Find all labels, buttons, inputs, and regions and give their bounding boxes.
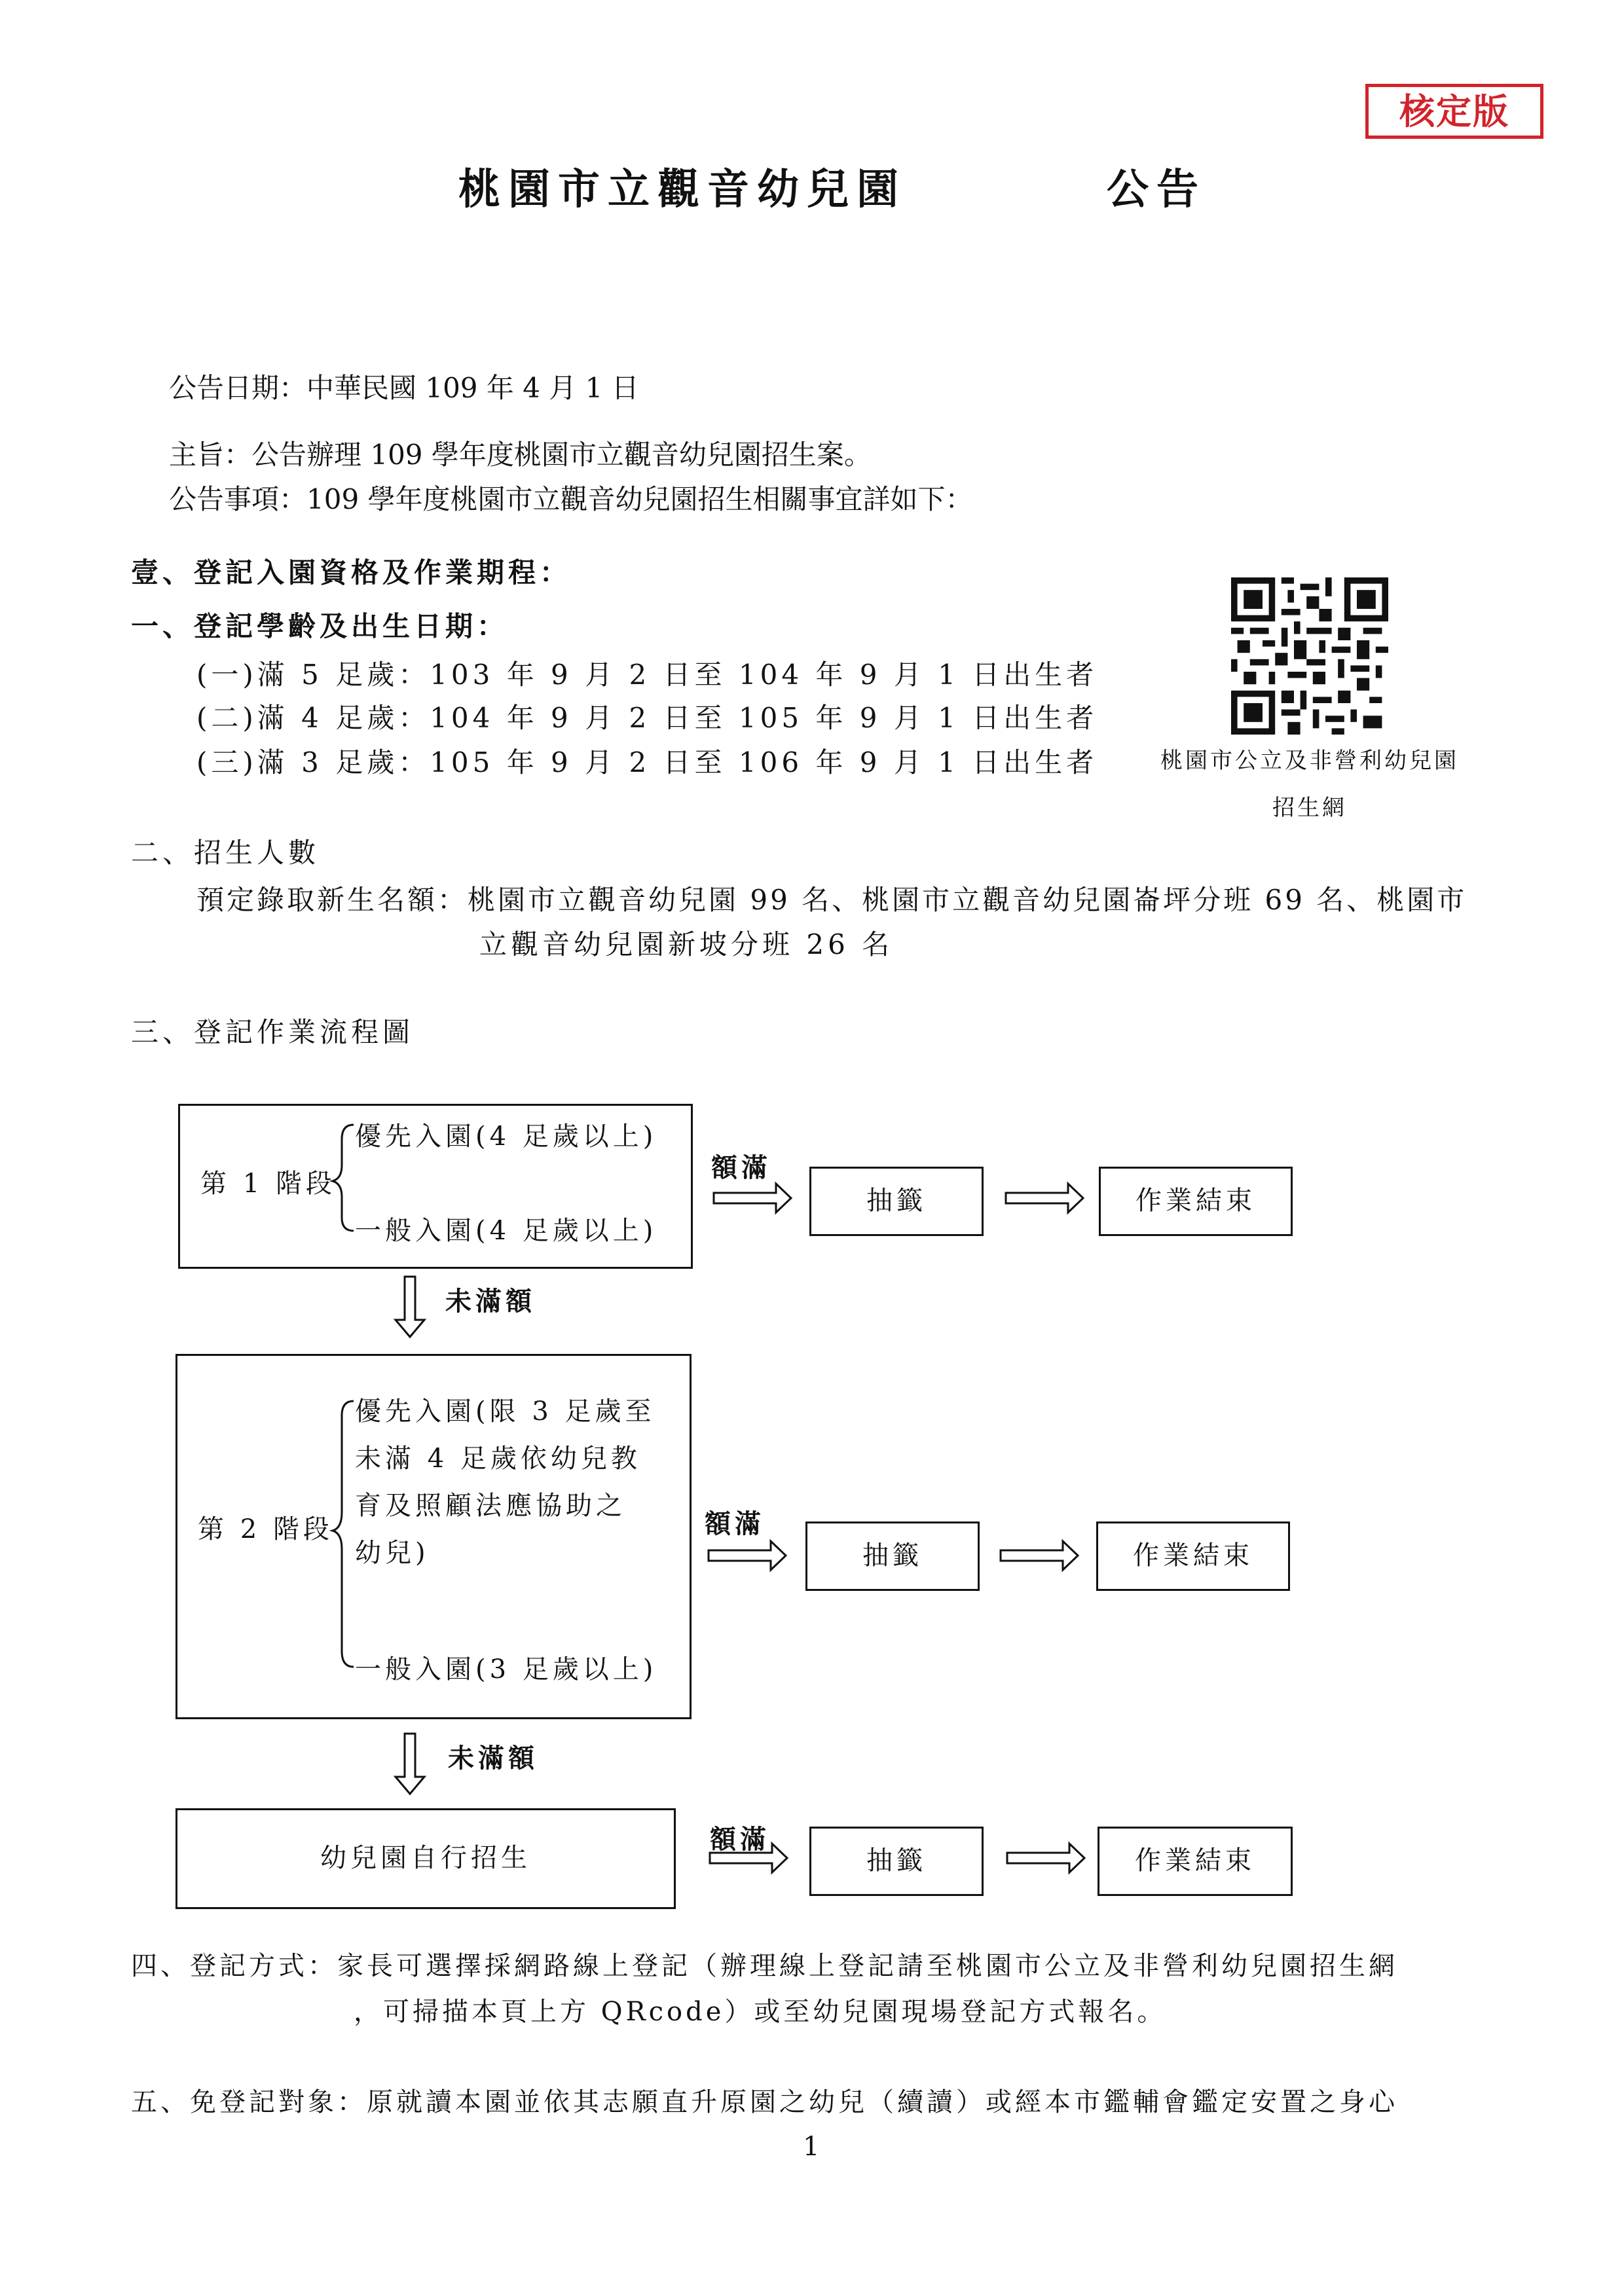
announcement-matters: 公告事項：109 學年度桃園市立觀音幼兒園招生相關事宜詳如下： [169,483,973,515]
subsection-heading-age: 一、登記學齡及出生日期： [131,610,509,642]
stage-1-general: 一般入園(4 足歲以上) [355,1216,657,1246]
not-full-label-1: 未滿額 [445,1286,536,1317]
quota-line-1: 預定錄取新生名額：桃園市立觀音幼兒園 99 名、桃園市立觀音幼兒園崙坪分班 69 名、桃園市 [196,884,1467,916]
full-label-2: 額滿 [705,1508,765,1539]
full-label-3: 額滿 [710,1824,770,1855]
not-full-label-2: 未滿額 [448,1743,538,1774]
page-number: 1 [803,2132,820,2162]
age-item-5: (一)滿 5 足歲：103 年 9 月 2 日至 104 年 9 月 1 日出生者 [196,659,1098,691]
registration-method-line2: ，可掃描本頁上方 QRcode）或至幼兒園現場登記方式報名。 [354,1997,1167,2027]
exempt-line1: 五、免登記對象：原就讀本園並依其志願直升原園之幼兒（續讀）或經本市鑑輔會鑑定安置之身心 [131,2087,1398,2117]
qr-caption-line2: 招生網 [1272,795,1347,821]
page-title-org: 桃園市立觀音幼兒園 [458,165,906,214]
qr-caption-line1: 桃園市公立及非營利幼兒園 [1160,748,1459,774]
quota-line-2: 立觀音幼兒園新坡分班 26 名 [479,928,894,960]
stage-1-label: 第 1 階段 [200,1169,336,1199]
age-item-3: (三)滿 3 足歲：105 年 9 月 2 日至 106 年 9 月 1 日出生者 [196,746,1098,778]
stage-1-priority: 優先入園(4 足歲以上) [355,1121,657,1152]
end-label-3: 作業結束 [1135,1846,1255,1876]
stage-2-priority-line3: 育及照顧法應協助之 [355,1491,626,1521]
page-title-kind: 公告 [1107,165,1206,214]
announcement-subject: 主旨：公告辦理 109 學年度桃園市立觀音幼兒園招生案。 [169,439,872,471]
end-label-1: 作業結束 [1135,1186,1256,1216]
stage-2-general: 一般入園(3 足歲以上) [355,1654,657,1685]
lottery-label-2: 抽籤 [862,1540,923,1571]
age-item-4: (二)滿 4 足歲：104 年 9 月 2 日至 105 年 9 月 1 日出生者 [196,702,1098,734]
stage-2-priority-line4: 幼兒) [355,1538,430,1568]
section-heading-1: 壹、登記入園資格及作業期程： [131,556,572,589]
lottery-label-1: 抽籤 [866,1186,927,1216]
subsection-heading-flow: 三、登記作業流程圖 [131,1016,415,1048]
stage-2-priority-line2: 未滿 4 足歲依幼兒教 [355,1444,641,1474]
stage-2-priority-line1: 優先入園(限 3 足歲至 [355,1396,655,1427]
end-label-2: 作業結束 [1133,1540,1253,1571]
full-label-1: 額滿 [711,1152,771,1183]
registration-method-line1: 四、登記方式：家長可選擇採網路線上登記（辦理線上登記請至桃園市公立及非營利幼兒園招生網 [131,1951,1398,1981]
subsection-heading-quota: 二、招生人數 [131,837,320,869]
stage-2-label: 第 2 階段 [198,1514,333,1544]
announcement-date: 公告日期：中華民國 109 年 4 月 1 日 [169,372,639,404]
lottery-label-3: 抽籤 [866,1846,927,1876]
approved-stamp: 核定版 [1365,84,1543,139]
stage-3-label: 幼兒園自行招生 [320,1843,531,1873]
